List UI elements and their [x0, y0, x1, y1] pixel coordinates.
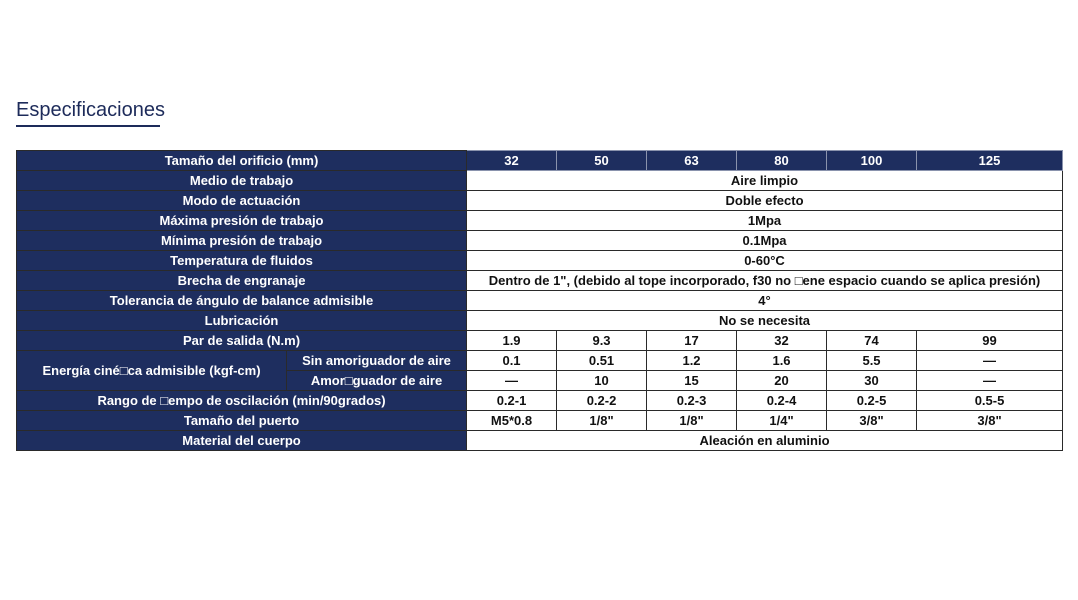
table-row-angle-tolerance	[17, 291, 1063, 311]
row-value: 1Mpa	[467, 211, 1063, 231]
kinetic-value: —	[917, 371, 1063, 391]
torque-value: 99	[917, 331, 1063, 351]
page-title: Especificaciones	[16, 99, 165, 121]
table-row-working-medium	[17, 171, 1063, 191]
swing-time-value: 0.2-5	[827, 391, 917, 411]
sub-label: Sin amoriguador de aire	[287, 351, 467, 371]
row-value: No se necesita	[467, 311, 1063, 331]
bore-value: 63	[647, 151, 737, 171]
row-label-bore: Tamaño del orificio (mm)	[17, 151, 467, 171]
kinetic-value: —	[917, 351, 1063, 371]
kinetic-value: 15	[647, 371, 737, 391]
torque-value: 1.9	[467, 331, 557, 351]
bore-value: 32	[467, 151, 557, 171]
table-row-actuation-mode	[17, 191, 1063, 211]
table-row-kinetic-without-cushion	[17, 351, 1063, 371]
row-value: Doble efecto	[467, 191, 1063, 211]
row-value: 4°	[467, 291, 1063, 311]
title-underline	[16, 125, 160, 127]
bore-value: 125	[917, 151, 1063, 171]
row-label: Medio de trabajo	[17, 171, 467, 191]
row-label: Temperatura de fluidos	[17, 251, 467, 271]
row-value: Aire limpio	[467, 171, 1063, 191]
table-row-port-size	[17, 411, 1063, 431]
specifications-table	[16, 150, 1063, 451]
kinetic-value: 10	[557, 371, 647, 391]
table-row-gear-backlash	[17, 271, 1063, 291]
torque-value: 17	[647, 331, 737, 351]
row-label: Mínima presión de trabajo	[17, 231, 467, 251]
port-value: 3/8"	[827, 411, 917, 431]
port-value: 1/8"	[557, 411, 647, 431]
port-value: 1/4"	[737, 411, 827, 431]
row-value: 0.1Mpa	[467, 231, 1063, 251]
row-label: Par de salida (N.m)	[17, 331, 467, 351]
swing-time-value: 0.2-3	[647, 391, 737, 411]
row-label: Brecha de engranaje	[17, 271, 467, 291]
table-row-body-material	[17, 431, 1063, 451]
torque-value: 9.3	[557, 331, 647, 351]
row-label: Máxima presión de trabajo	[17, 211, 467, 231]
bore-value: 100	[827, 151, 917, 171]
row-label: Modo de actuación	[17, 191, 467, 211]
torque-value: 74	[827, 331, 917, 351]
table-row-max-pressure	[17, 211, 1063, 231]
kinetic-value: 20	[737, 371, 827, 391]
kinetic-value: 5.5	[827, 351, 917, 371]
row-label-kinetic-energy: Energía ciné□ca admisible (kgf-cm)	[17, 351, 287, 391]
table-row-swing-time	[17, 391, 1063, 411]
kinetic-value: 1.6	[737, 351, 827, 371]
port-value: 3/8"	[917, 411, 1063, 431]
kinetic-value: 0.51	[557, 351, 647, 371]
port-value: M5*0.8	[467, 411, 557, 431]
sub-label: Amor□guador de aire	[287, 371, 467, 391]
kinetic-value: 0.1	[467, 351, 557, 371]
row-label: Tolerancia de ángulo de balance admisible	[17, 291, 467, 311]
swing-time-value: 0.2-4	[737, 391, 827, 411]
row-label: Material del cuerpo	[17, 431, 467, 451]
swing-time-value: 0.2-2	[557, 391, 647, 411]
table-row-bore	[17, 151, 1063, 171]
row-label: Rango de □empo de oscilación (min/90grados)	[17, 391, 467, 411]
row-label: Tamaño del puerto	[17, 411, 467, 431]
table-row-torque	[17, 331, 1063, 351]
kinetic-value: —	[467, 371, 557, 391]
kinetic-value: 30	[827, 371, 917, 391]
row-value: Aleación en aluminio	[467, 431, 1063, 451]
bore-value: 50	[557, 151, 647, 171]
table-row-lubrication	[17, 311, 1063, 331]
kinetic-value: 1.2	[647, 351, 737, 371]
torque-value: 32	[737, 331, 827, 351]
port-value: 1/8"	[647, 411, 737, 431]
bore-value: 80	[737, 151, 827, 171]
row-label: Lubricación	[17, 311, 467, 331]
table-row-fluid-temperature	[17, 251, 1063, 271]
swing-time-value: 0.2-1	[467, 391, 557, 411]
row-value: 0-60°C	[467, 251, 1063, 271]
table-row-min-pressure	[17, 231, 1063, 251]
row-value: Dentro de 1", (debido al tope incorporado, f30 no □ene espacio cuando se aplica presión)	[467, 271, 1063, 291]
swing-time-value: 0.5-5	[917, 391, 1063, 411]
